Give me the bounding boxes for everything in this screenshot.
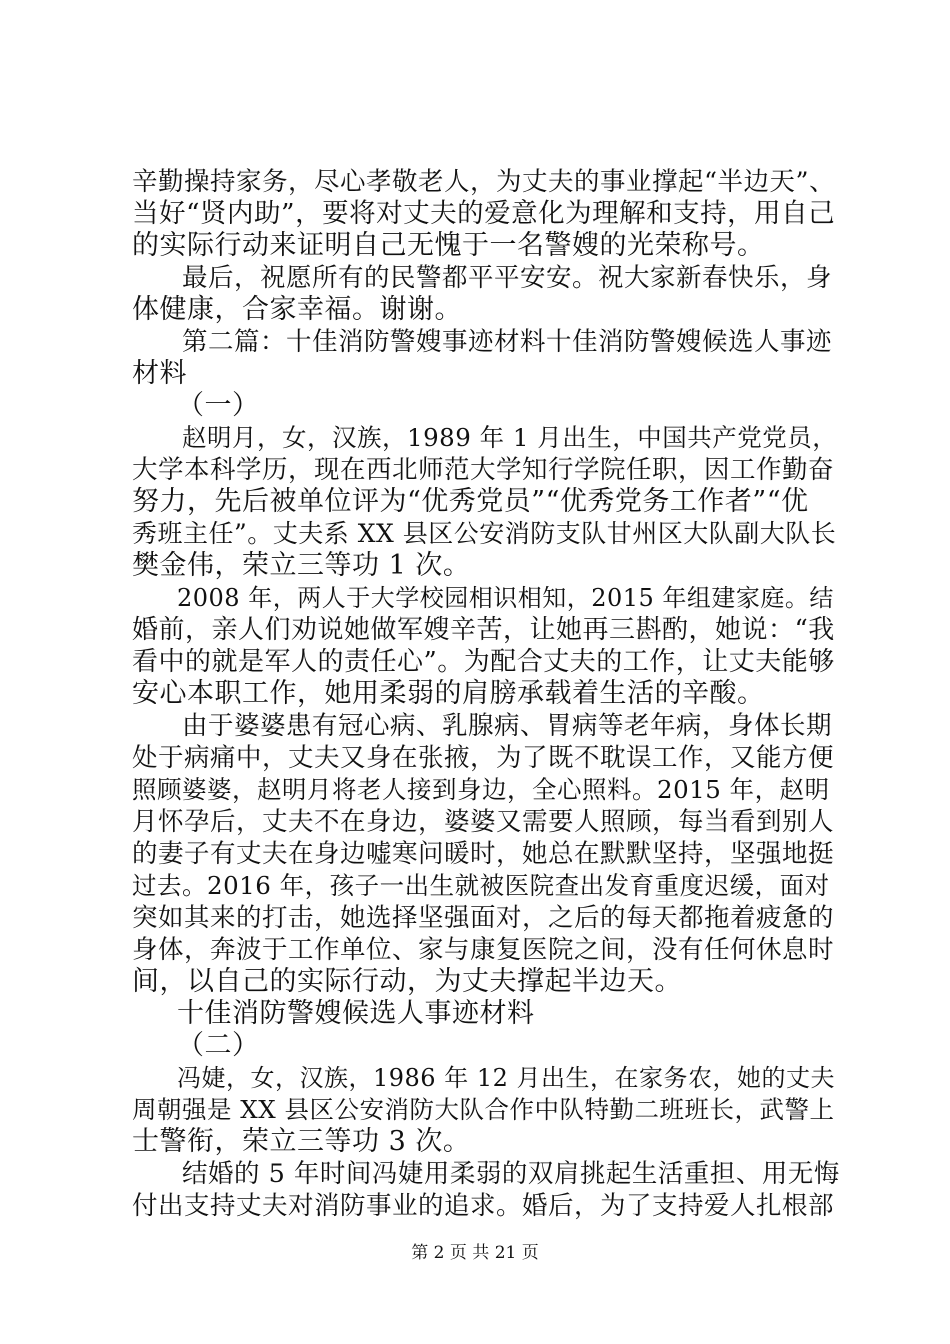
text-line: 看中的就是军人的责任心”。为配合丈夫的工作，让丈夫能够 bbox=[132, 647, 835, 677]
text-line: 樊金伟，荣立三等功 1 次。 bbox=[132, 550, 471, 581]
text-line: 间，以自己的实际行动，为丈夫撑起半边天。 bbox=[132, 966, 682, 997]
subsection-marker: （一） bbox=[177, 390, 260, 421]
text-line: 努力，先后被单位评为“优秀党员”“优秀党务工作者”“优 bbox=[132, 486, 809, 517]
text-line: 辛勤操持家务，尽心孝敬老人，为丈夫的事业撑起“半边天”、 bbox=[132, 167, 836, 197]
text-line: 周朝强是 XX 县区公安消防大队合作中队特勤二班班长，武警上 bbox=[132, 1095, 835, 1124]
text-line: 月怀孕后，丈夫不在身边，婆婆又需要人照顾，每当看到别人 bbox=[132, 807, 835, 837]
text-line: 冯婕，女，汉族，1986 年 12 月出生，在家务农，她的丈夫 bbox=[177, 1064, 836, 1092]
text-line: 的妻子有丈夫在身边嘘寒问暖时，她总在默默坚持，坚强地挺 bbox=[132, 839, 835, 869]
text-line: 体健康，合家幸福。谢谢。 bbox=[132, 294, 462, 325]
text-line: 2008 年，两人于大学校园相识相知，2015 年组建家庭。结 bbox=[177, 584, 834, 612]
text-line: 过去。2016 年，孩子一出生就被医院查出发育重度迟缓，面对 bbox=[132, 871, 830, 900]
text-line: 照顾婆婆，赵明月将老人接到身边，全心照料。2015 年，赵明 bbox=[132, 775, 830, 804]
text-line: 赵明月，女，汉族，1989 年 1 月出生，中国共产党党员， bbox=[182, 423, 838, 452]
text-line: 秀班主任”。丈夫系 XX 县区公安消防支队甘州区大队副大队长 bbox=[132, 519, 837, 548]
text-line: 婚前，亲人们劝说她做军嫂辛苦，让她再三斟酌，她说：“我 bbox=[132, 615, 835, 645]
section-heading: 材料 bbox=[132, 358, 187, 389]
text-line: 付出支持丈夫对消防事业的追求。婚后，为了支持爱人扎根部 bbox=[132, 1191, 835, 1221]
section-heading: 十佳消防警嫂候选人事迹材料 bbox=[177, 998, 535, 1029]
text-line: 由于婆婆患有冠心病、乳腺病、胃病等老年病，身体长期 bbox=[182, 711, 833, 741]
text-line: 最后，祝愿所有的民警都平平安安。祝大家新春快乐，身 bbox=[182, 263, 833, 293]
text-line: 大学本科学历，现在西北师范大学知行学院任职，因工作勤奋 bbox=[132, 455, 835, 485]
text-line: 结婚的 5 年时间冯婕用柔弱的双肩挑起生活重担、用无悔 bbox=[182, 1159, 840, 1189]
subsection-marker: （二） bbox=[177, 1030, 260, 1061]
text-line: 士警衔，荣立三等功 3 次。 bbox=[132, 1126, 471, 1157]
section-heading: 第二篇：十佳消防警嫂事迹材料十佳消防警嫂候选人事迹 bbox=[182, 327, 833, 357]
text-line: 当好“贤内助”，要将对丈夫的爱意化为理解和支持，用自己 bbox=[132, 198, 836, 229]
text-line: 身体，奔波于工作单位、家与康复医院之间，没有任何休息时 bbox=[132, 935, 835, 965]
text-line: 突如其来的打击，她选择坚强面对，之后的每天都拖着疲惫的 bbox=[132, 903, 835, 933]
text-line: 的实际行动来证明自己无愧于一名警嫂的光荣称号。 bbox=[132, 230, 765, 261]
text-line: 处于病痛中，丈夫又身在张掖，为了既不耽误工作，又能方便 bbox=[132, 743, 835, 773]
page-footer: 第 2 页 共 21 页 bbox=[411, 1243, 539, 1263]
text-line: 安心本职工作，她用柔弱的肩膀承载着生活的辛酸。 bbox=[132, 678, 765, 709]
